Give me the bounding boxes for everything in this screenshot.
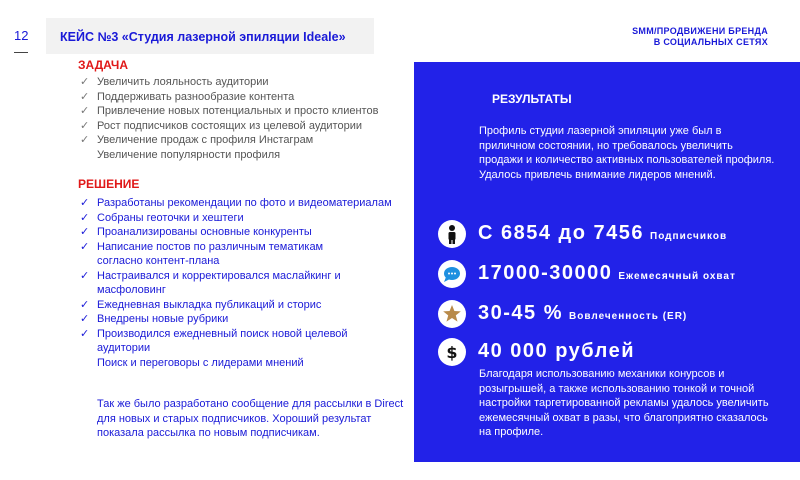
check-icon: ✓ xyxy=(80,313,90,325)
check-icon: ✓ xyxy=(80,76,90,88)
list-item: ✓ Производился ежедневный поиск новой целевой аудитории Поиск и переговоры с лидерами мнений xyxy=(80,327,348,369)
metric-label: Вовлеченность (ER) xyxy=(569,311,688,322)
metric-value: С 6854 до 7456 xyxy=(478,222,645,244)
topic-line-1: SMM/ПРОДВИЖЕНИ БРЕНДА xyxy=(632,26,768,36)
metric-value: 17000-30000 xyxy=(478,262,613,284)
list-item: ✓ Увеличение продаж с профиля Инстаграм Увеличение популярности профиля xyxy=(80,134,314,161)
star-icon xyxy=(438,300,466,328)
topic-line-2: В СОЦИАЛЬНЫХ СЕТЯХ xyxy=(653,37,768,47)
check-icon: ✓ xyxy=(80,197,90,209)
solution-list xyxy=(80,196,410,370)
list-item: ✓ Собраны геоточки и хештеги xyxy=(80,211,244,224)
solution-heading: РЕШЕНИЕ xyxy=(78,177,140,191)
metric-value: 30-45 % xyxy=(478,302,563,324)
check-icon: ✓ xyxy=(80,327,90,340)
metric-label: Ежемесячный охват xyxy=(618,271,736,282)
check-icon: ✓ xyxy=(80,90,90,103)
metric-subscribers xyxy=(438,220,798,248)
results-panel xyxy=(414,62,800,462)
check-icon: ✓ xyxy=(80,119,90,132)
check-icon: ✓ xyxy=(80,105,90,117)
metric-revenue xyxy=(438,338,798,366)
metric-value: 40 000 рублей xyxy=(478,340,636,362)
list-item: ✓ Привлечение новых потенциальных и просто клиентов xyxy=(80,105,379,117)
list-item: ✓ Внедрены новые рубрики xyxy=(80,313,229,325)
metric-label: Подписчиков xyxy=(650,231,728,242)
check-icon: ✓ xyxy=(80,226,90,238)
check-icon: ✓ xyxy=(80,211,90,224)
check-icon: ✓ xyxy=(80,298,90,311)
metric-engagement xyxy=(438,300,798,328)
check-icon: ✓ xyxy=(80,269,90,282)
task-list xyxy=(80,75,410,162)
list-item: ✓ Настраивался и корректировался маслайкинг и масфоловинг xyxy=(80,269,341,296)
solution-note: Так же было разработано сообщение для рассылки в Direct для новых и старых подписчиков. Хороший результат показала рассылка по новым подписчикам. xyxy=(97,398,404,439)
chat-bubble-icon xyxy=(438,260,466,288)
dollar-icon xyxy=(438,338,466,366)
check-icon: ✓ xyxy=(80,240,90,253)
list-item: ✓ Написание постов по различным тематикам согласно контент-плана xyxy=(80,240,324,267)
list-item: ✓ Увеличить лояльность аудитории xyxy=(80,76,269,88)
list-item: ✓ Поддерживать разнообразие контента xyxy=(80,90,295,103)
metric-reach xyxy=(438,260,798,288)
list-item: ✓ Проанализированы основные конкуренты xyxy=(80,226,312,238)
list-item: ✓ Разработаны рекомендации по фото и видеоматериалам xyxy=(80,197,392,209)
list-item: ✓ Ежедневная выкладка публикаций и сторис xyxy=(80,298,322,311)
results-heading: РЕЗУЛЬТАТЫ xyxy=(492,92,572,106)
topic-label xyxy=(568,26,768,48)
svg-text:$: $ xyxy=(446,343,458,362)
person-icon xyxy=(438,220,466,248)
check-icon: ✓ xyxy=(80,134,90,146)
results-intro: Профиль студии лазерной эпиляции уже был в приличном состоянии, но требовалось увеличить продажи и количество активных пользователей профиля. Удалось привлечь внимание лидеров мнений. xyxy=(479,125,775,181)
list-item: ✓ Рост подписчиков состоящих из целевой аудитории xyxy=(80,119,362,132)
results-outro: Благодаря использованию механики конурсов и розыгрышей, а также использованию тонкой и точной настройки таргетированной рекламы удалось увеличить ежемесячный охват в разы, что благоприятно сказалось на профиле. xyxy=(479,368,769,438)
case-title: КЕЙС №3 «Студия лазерной эпиляции Ideale» xyxy=(60,30,346,44)
task-heading: ЗАДАЧА xyxy=(78,58,129,72)
page-number: 12 xyxy=(14,28,29,43)
